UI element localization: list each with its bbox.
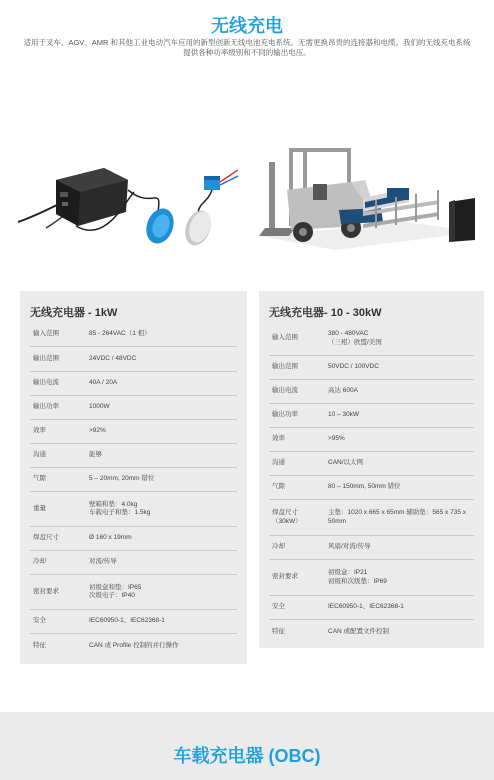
spec-value: 50VDC / 100VDC [328,363,379,371]
spec-row [30,492,237,527]
spec-value: 24VDC / 48VDC [89,354,137,362]
spec-row [269,560,474,596]
spec-label: 特征 [272,627,285,635]
spec-row [269,404,474,428]
spec-label: 输出功率 [33,403,59,411]
spec-table [269,322,474,644]
spec-label: 特征 [33,641,46,649]
spec-value: >92% [89,427,106,435]
spec-label: 焊盘尺寸 （30kW） [272,509,302,525]
spec-value: 风扇/对流/传导 [328,543,371,551]
spec-label: 冷却 [272,543,285,551]
spec-label: 安全 [272,603,285,611]
spec-row [30,551,237,575]
spec-card-title: 无线充电器 - 1kW [30,307,118,319]
spec-value: 高达 600A [328,387,358,395]
spec-value: 80 – 150mm, 50mm 错位 [328,483,401,491]
spec-label: 沟通 [33,451,46,459]
spec-row [269,322,474,356]
page-title: 无线充电 [211,16,283,36]
spec-label: 安全 [33,617,46,625]
spec-label: 气隙 [272,483,285,491]
spec-row [269,536,474,560]
spec-row [269,500,474,536]
spec-value: >95% [328,435,345,443]
spec-card-10-30kw [259,291,484,648]
spec-row [30,444,237,468]
spec-value: IEC60950-1、IEC62368-1 [89,617,165,625]
spec-label: 效率 [33,427,46,435]
spec-value: 初级盒和垫：IP65 次级电子：IP40 [89,583,142,599]
spec-row [269,428,474,452]
spec-value: 40A / 20A [89,379,118,387]
spec-label: 焊盘尺寸 [33,534,59,542]
spec-row [30,347,237,372]
spec-value: Ø 160 x 19mm [89,534,132,542]
spec-value: 能够 [89,451,102,459]
spec-row [30,634,237,658]
spec-row [30,527,237,551]
spec-row [30,610,237,634]
spec-row [30,575,237,610]
spec-row [269,620,474,644]
spec-label: 密封要求 [272,573,298,581]
intro-description: 适用于叉车、AGV、AMR 和其他工业电动汽车应用的新型创新无线电池充电系统。无需更换昂贵的连接器和电缆。我们的无线充电系统提供各种功率级别和不同的输出电压。 [23,38,471,57]
spec-label: 重量 [33,504,46,512]
spec-value: CAN 或配置文件控制 [328,627,390,635]
spec-label: 输出范围 [33,354,59,362]
spec-row [30,468,237,492]
spec-value: 初级盒：IP21 初级和次级垫：IP69 [328,569,387,585]
spec-label: 输出范围 [272,363,298,371]
section-title: 车载充电器 (OBC) [173,746,321,766]
spec-label: 输出电流 [33,379,59,387]
spec-table [30,322,237,658]
spec-row [269,452,474,476]
spec-label: 输出电流 [272,387,298,395]
forklift-charging-image [255,140,483,260]
spec-card-1kw [20,291,247,664]
spec-value: 1000W [89,403,110,411]
spec-value: IEC60950-1、IEC62368-1 [328,603,404,611]
spec-label: 沟通 [272,459,285,467]
wireless-charger-image [16,140,238,260]
spec-value: 壁箱和垫：4.0kg 车载电子和垫：1.5kg [89,500,151,516]
spec-row [269,380,474,404]
spec-label: 效率 [272,435,285,443]
spec-value: 对流/传导 [89,558,117,566]
spec-label: 气隙 [33,475,46,483]
spec-value: 85 - 264VAC（1 相） [89,329,151,337]
spec-label: 密封要求 [33,587,59,595]
spec-row [30,322,237,347]
spec-row [269,596,474,620]
spec-row [30,396,237,420]
spec-value: 10 – 30kW [328,411,360,419]
spec-label: 输入范围 [33,329,59,337]
spec-value: 5 – 20mm, 20mm 错位 [89,475,155,483]
spec-row [30,372,237,396]
spec-label: 输出功率 [272,411,298,419]
spec-value: 380 - 480VAC （三相）欧盟/美国 [328,330,382,346]
spec-card-title: 无线充电器- 10 - 30kW [269,307,382,319]
spec-value: CAN/以太网 [328,459,364,467]
spec-row [269,356,474,380]
spec-row [30,420,237,444]
spec-row [269,476,474,500]
spec-label: 冷却 [33,558,46,566]
spec-value: CAN 或 Profile 控制的并行操作 [89,641,179,649]
spec-value: 主垫：1020 x 665 x 65mm 辅助垫：565 x 735 x 50mm [328,509,467,525]
spec-label: 输入范围 [272,334,298,342]
